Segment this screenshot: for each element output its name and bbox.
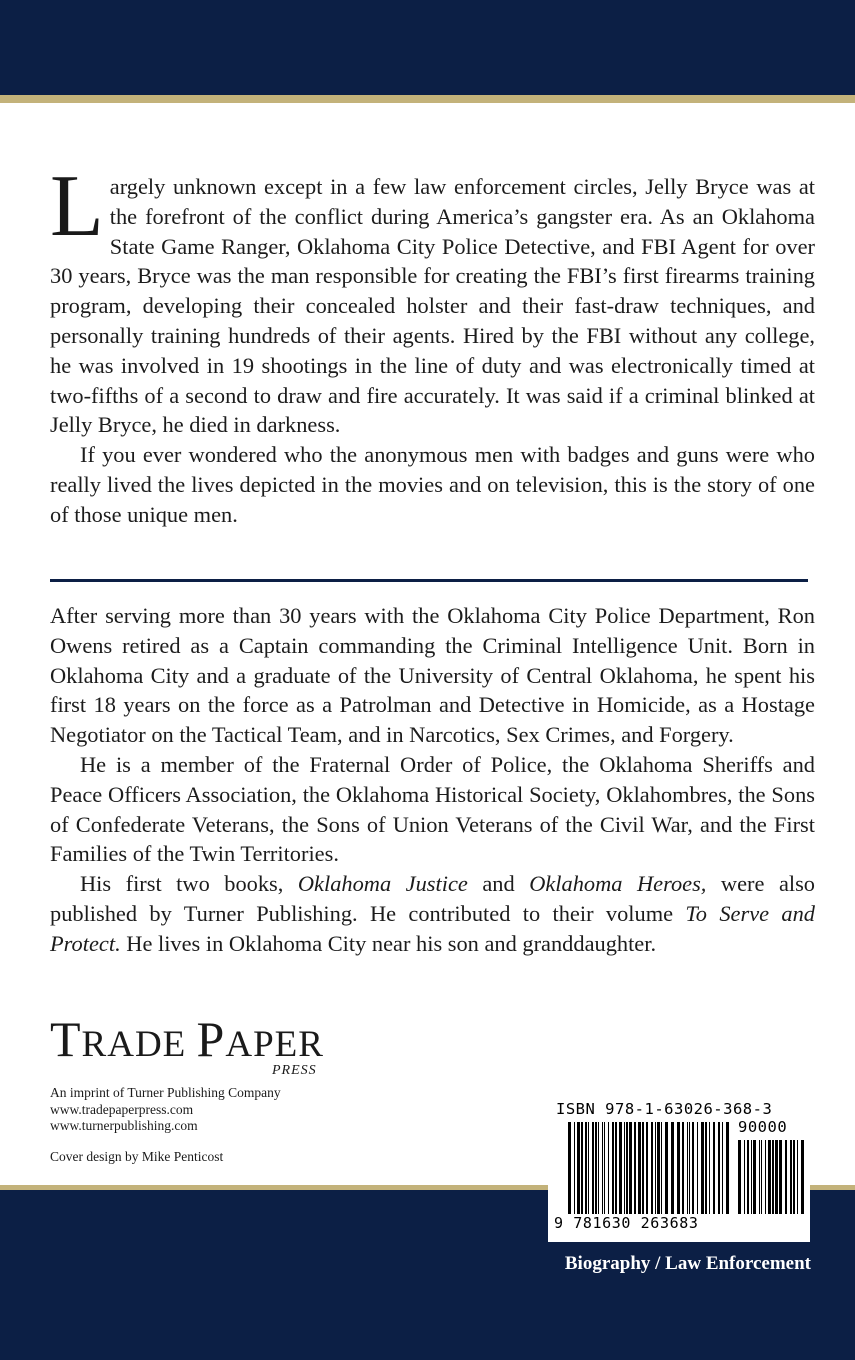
imprint-url-tradepaper: www.tradepaperpress.com xyxy=(50,1101,194,1117)
bio-paragraph-3: His first two books, Oklahoma Justice and Oklahoma Heroes, were also published by Turner Publishing. He contributed to their volume To Serve and Protect. He lives in Oklahoma City near his son and granddaughter. xyxy=(50,871,816,956)
book-blurb xyxy=(50,158,815,530)
book-title-oklahoma-heroes: Oklahoma Heroes, xyxy=(529,871,707,897)
bio-paragraph-2: He is a member of the Fraternal Order of Police, the Oklahoma Sheriffs and Peace Officers Association, the Oklahoma Historical Society, Oklahombres, the Sons of Confederate Veterans, the Sons of Union Veterans of the Civil War, and the First Families of the Twin Territories. xyxy=(50,751,815,867)
drop-cap: L xyxy=(50,158,104,255)
category-label: Biography / Law Enforcement xyxy=(564,1253,811,1274)
section-divider xyxy=(50,579,808,582)
isbn-barcode xyxy=(548,1092,810,1242)
top-gold-stripe xyxy=(0,95,855,103)
isbn-number: ISBN 978-1-63026-368-3 xyxy=(556,1100,773,1118)
logo-press-word: PRESS xyxy=(272,1063,317,1078)
price-code: 90000 xyxy=(738,1118,788,1136)
book-title-oklahoma-justice: Oklahoma Justice xyxy=(297,871,468,897)
barcode-digits: 9 781630 263683 xyxy=(554,1214,699,1232)
imprint-line: An imprint of Turner Publishing Company xyxy=(50,1085,281,1100)
blurb-text-1: argely unknown except in a few law enforcement circles, Jelly Bryce was at the forefront of the conflict during America’s gangster era. As an Oklahoma State Game Ranger, Oklahoma City Police Detective, and FBI Agent for over 30 years, Bryce was the man responsible for creating the FBI’s first firearms training program, developing their concealed holster and their fast-draw techniques, and personally training hundreds of their agents. Hired by the FBI without any college, he was involved in 19 shootings in the line of duty and was electronically timed at two-fifths of a second to draw and fire accurately. It was said if a criminal blinked at Jelly Bryce, he died in darkness. xyxy=(50,174,815,438)
cover-design-credit: Cover design by Mike Penticost xyxy=(50,1149,224,1164)
imprint-url-turner: www.turnerpublishing.com xyxy=(50,1118,198,1133)
logo-wordmark: TRADE PAPER xyxy=(50,1011,324,1067)
imprint-info xyxy=(50,1085,281,1135)
bio-paragraph-1: After serving more than 30 years with the Oklahoma City Police Department, Ron Owens retired as a Captain commanding the Criminal Intelligence Unit. Born in Oklahoma City and a graduate of the University of Central Oklahoma, he spent his first 18 years on the force as a Patrolman and Detective in Homicide, as a Hostage Negotiator on the Tactical Team, and in Narcotics, Sex Crimes, and Forgery. xyxy=(50,603,815,748)
blurb-paragraph-1 xyxy=(50,158,815,440)
book-title-to-serve-and-protect: To Serve and Protect. xyxy=(50,900,815,956)
author-bio xyxy=(50,601,815,959)
blurb-paragraph-2: If you ever wondered who the anonymous men with badges and guns were who really lived the lives depicted in the movies and on television, this is the story of one of those unique men. xyxy=(50,442,815,527)
top-navy-band xyxy=(0,0,855,98)
trade-paper-press-logo xyxy=(50,1010,350,1080)
